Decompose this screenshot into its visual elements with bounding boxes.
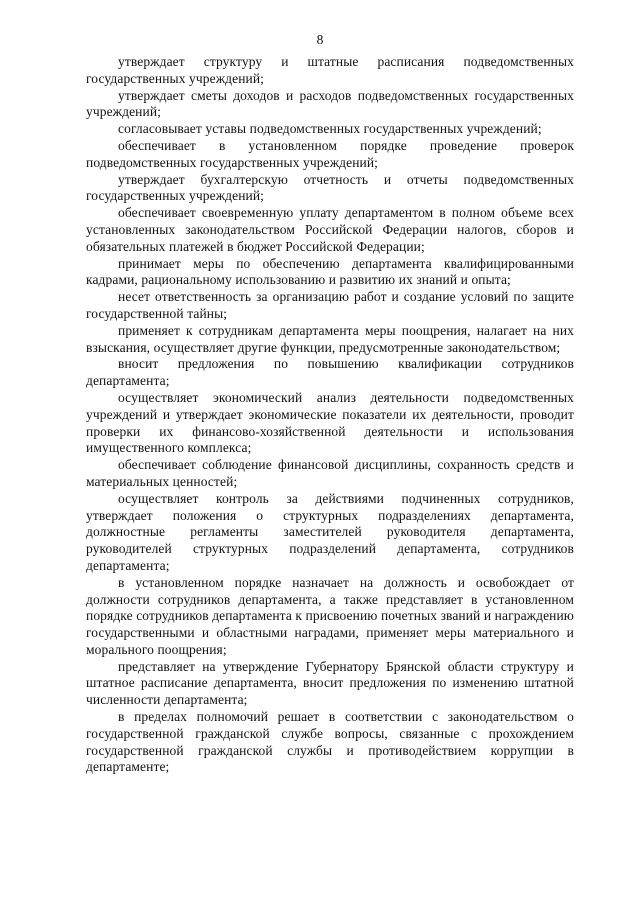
paragraph-taxes: обеспечивает своевременную уплату департаментом в полном объеме всех установленных законодательством Российской Федерации налогов, сборов и обязательных платежей в бюджет Российской Федерации;	[86, 205, 574, 254]
page-number: 8	[316, 32, 324, 47]
paragraph-state-secret: несет ответственность за организацию работ и создание условий по защите государственной тайны;	[86, 289, 574, 321]
paragraph-approve-estimates: утверждает сметы доходов и расходов подведомственных государственных учреждений;	[86, 87, 574, 120]
paragraph-incentives: применяет к сотрудникам департамента меры поощрения, налагает на них взыскания, осуществляет другие функции, предусмотренные законодательством;	[86, 322, 574, 355]
paragraph-qualification: вносит предложения по повышению квалификации сотрудников департамента;	[86, 356, 574, 389]
paragraph-inspections: обеспечивает в установленном порядке проведение проверок подведомственных государственных учреждений;	[86, 137, 574, 170]
paragraph-governor-approval: представляет на утверждение Губернатору Брянской области структуру и штатное расписание департамента, вносит предложения по изменению штатной численности департамента;	[86, 658, 574, 708]
paragraph-economic-analysis: осуществляет экономический анализ деятельности подведомственных учреждений и утверждает экономические показатели их деятельности, проводит проверки их финансово-хозяйственной деятельности и использования имущественного комплекса;	[86, 389, 574, 456]
document-body	[86, 54, 574, 776]
paragraph-appointments: в установленном порядке назначает на должность и освобождает от должности сотрудников департамента, а также представляет в установленном порядке сотрудников департамента к присвоению почетных званий и награждению государственными и областными наградами, применяет меры материального и морального поощрения;	[86, 574, 574, 657]
paragraph-accounting: утверждает бухгалтерскую отчетность и отчеты подведомственных государственных учреждений;	[86, 171, 574, 204]
paragraph-staffing: принимает меры по обеспечению департамента квалифицированными кадрами, рациональному использованию и развитию их знаний и опыта;	[86, 255, 574, 288]
paragraph-civil-service: в пределах полномочий решает в соответствии с законодательством о государственной гражданской службе вопросы, связанные с прохождением государственной гражданской службы и противодействием коррупции в департаменте;	[86, 709, 574, 775]
paragraph-financial-discipline: обеспечивает соблюдение финансовой дисциплины, сохранность средств и материальных ценностей;	[86, 457, 574, 489]
paragraph-agree-charters: согласовывает уставы подведомственных государственных учреждений;	[118, 121, 542, 137]
paragraph-approve-structure: утверждает структуру и штатные расписания подведомственных государственных учреждений;	[86, 54, 574, 86]
paragraph-control: осуществляет контроль за действиями подчиненных сотрудников, утверждает положения о структурных подразделениях департамента, должностные регламенты заместителей руководителя департамента, руководителей структурных подразделений департамента, сотрудников департамента;	[86, 490, 574, 573]
